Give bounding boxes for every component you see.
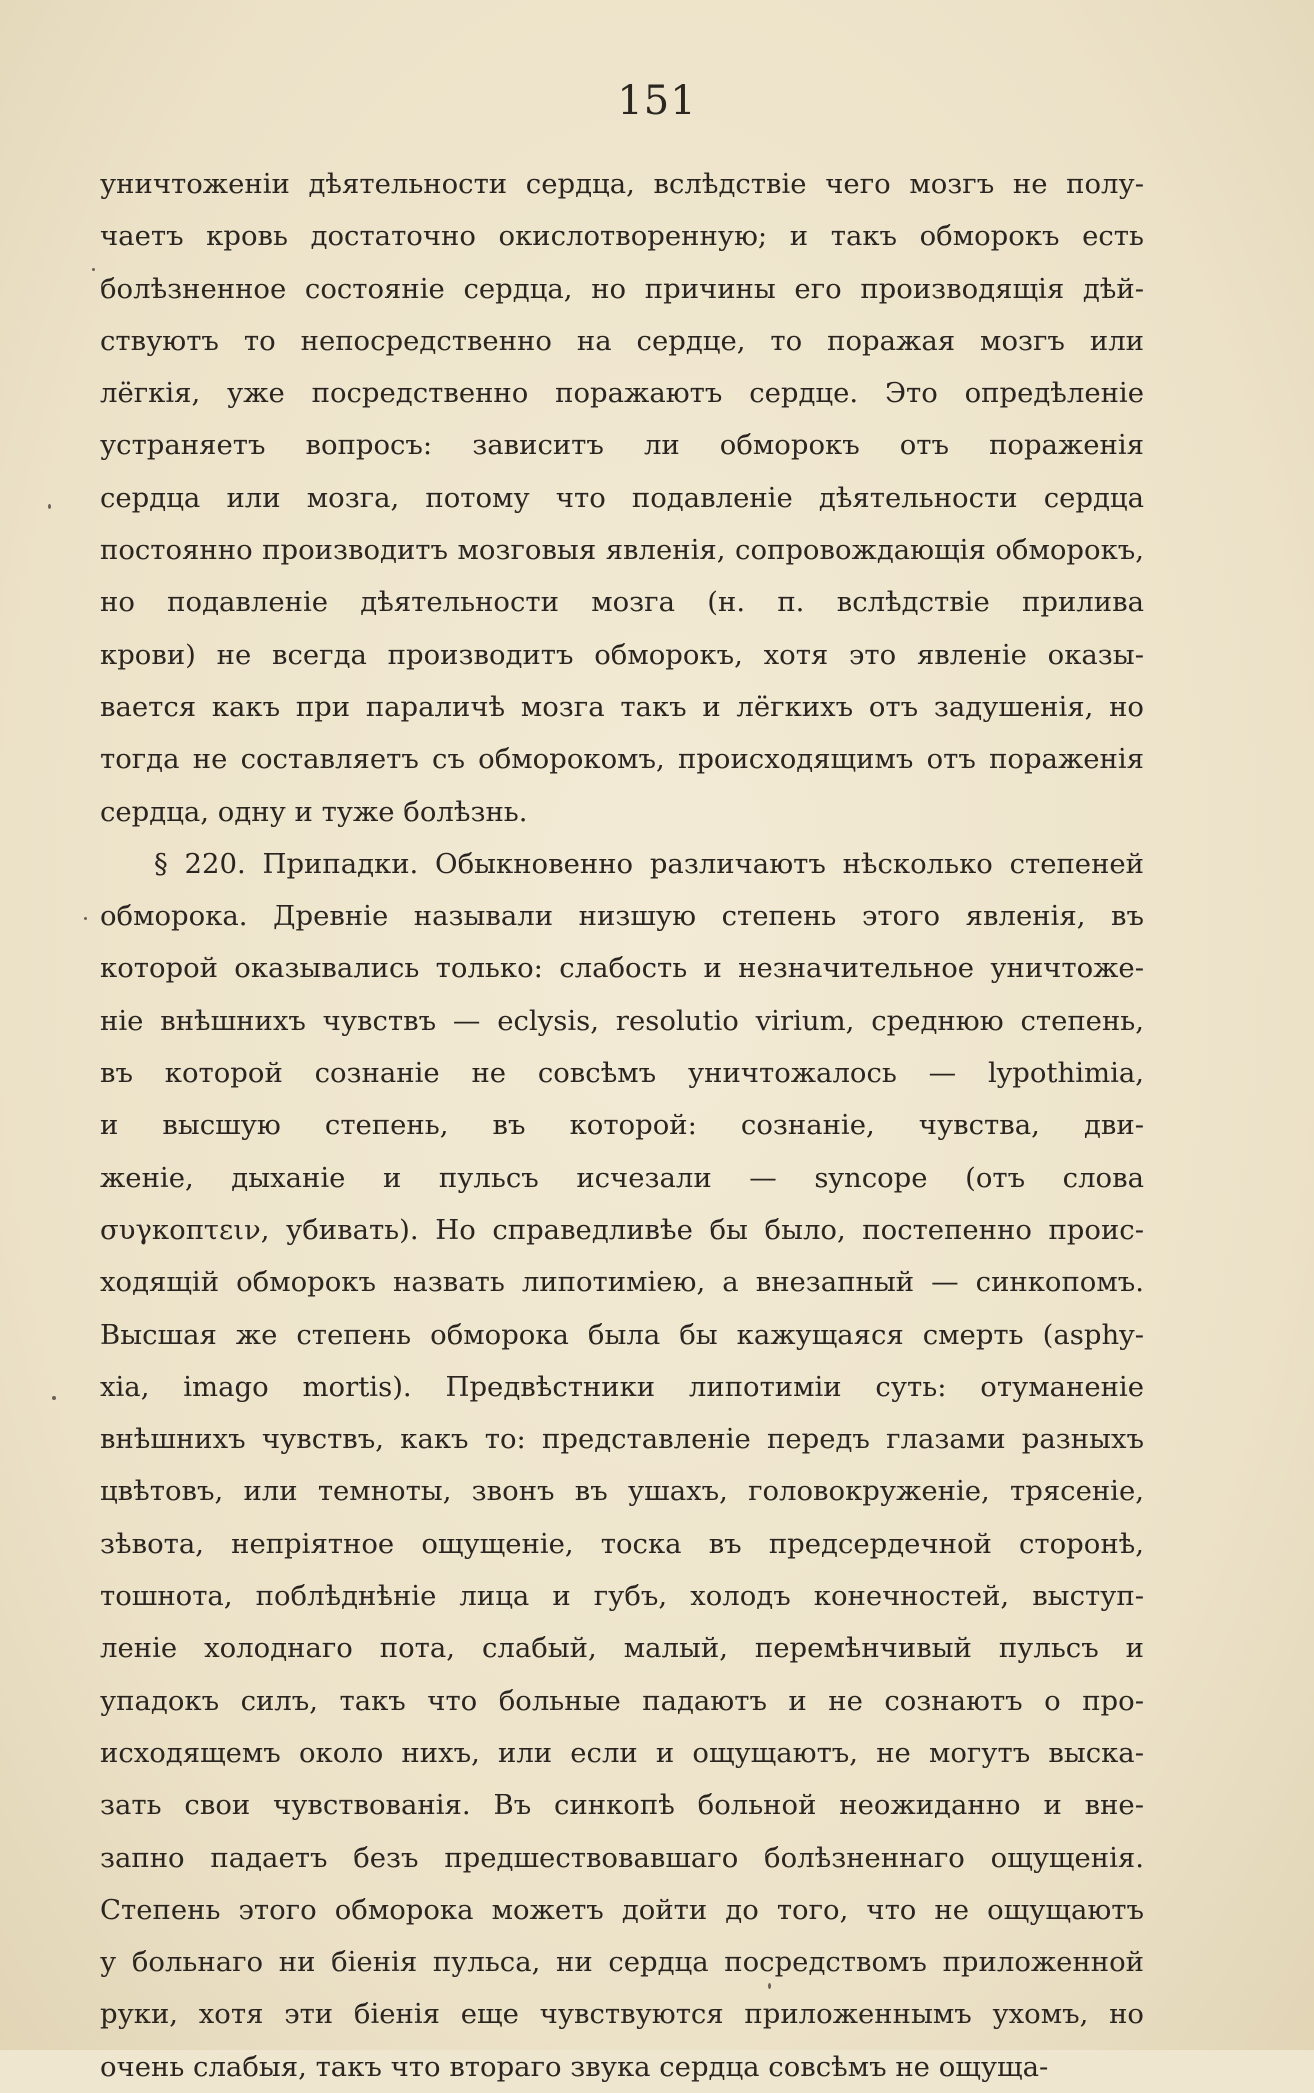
ink-speck <box>84 917 87 920</box>
ink-speck <box>48 504 51 509</box>
text-line: ствуютъ то непосредственно на сердце, то поражая мозгъ или <box>100 324 1144 357</box>
text-line: уничтоженіи дѣятельности сердца, вслѣдствіе чего мозгъ не полу- <box>100 168 1144 200</box>
text-line: упадокъ силъ, такъ что больные падаютъ и не сознаютъ о про- <box>100 1684 1144 1717</box>
text-line: сердца, одну и туже болѣзнь. <box>100 795 528 828</box>
text-line: внѣшнихъ чувствъ, какъ то: представленіе передъ глазами разныхъ <box>100 1423 1144 1456</box>
text-line: крови) не всегда производитъ обморокъ, хотя это явленіе оказы- <box>100 638 1144 671</box>
text-line: Степень этого обморока можетъ дойти до того, что не ощущаютъ <box>100 1893 1144 1926</box>
text-line: συγκοπτειν, убивать). Но справедливѣе бы было, постепенно проис- <box>100 1213 1144 1246</box>
text-line: исходящемъ около нихъ, или если и ощущаютъ, не могутъ выска- <box>100 1736 1144 1769</box>
text-line: болѣзненное состояніе сердца, но причины его производящія дѣй- <box>100 272 1144 305</box>
text-line: Высшая же степень обморока была бы кажущаяся смерть (asphy- <box>100 1318 1144 1351</box>
text-line: руки, хотя эти біенія еще чувствуются приложеннымъ ухомъ, но <box>100 1998 1144 2031</box>
text-line: запно падаетъ безъ предшествовавшаго болѣзненнаго ощущенія. <box>100 1841 1144 1874</box>
text-line: постоянно производитъ мозговыя явленія, сопровождающія обморокъ, <box>100 534 1144 567</box>
text-line: зѣвота, непріятное ощущеніе, тоска въ предсердечной сторонѣ, <box>100 1527 1144 1560</box>
text-line: ніе внѣшнихъ чувствъ — eclysis, resolutio virium, среднюю степень, <box>100 1004 1144 1037</box>
ink-speck <box>92 268 95 271</box>
text-line: тошнота, поблѣднѣніе лица и губъ, холодъ конечностей, выступ- <box>100 1580 1144 1613</box>
text-line: ходящій обморокъ назвать липотиміею, а внезапный — синкопомъ. <box>100 1266 1144 1299</box>
ink-speck <box>52 1396 56 1400</box>
text-line: у больнаго ни біенія пульса, ни сердца посредствомъ приложенной <box>100 1946 1144 1979</box>
text-line: xia, imago mortis). Предвѣстники липотиміи суть: отуманеніе <box>100 1370 1144 1403</box>
text-line: обморока. Древніе называли низшую степень этого явленія, въ <box>100 900 1144 933</box>
text-line: § 220. Припадки. Обыкновенно различаютъ нѣсколько степеней <box>154 847 1144 880</box>
text-line: чаетъ кровь достаточно окислотворенную; и такъ обморокъ есть <box>100 220 1144 253</box>
text-line: сердца или мозга, потому что подавленіе дѣятельности сердца <box>100 481 1144 514</box>
text-line: зать свои чувствованія. Въ синкопѣ больной неожиданно и вне- <box>100 1789 1144 1822</box>
text-line: вается какъ при параличѣ мозга такъ и лёгкихъ отъ задушенія, но <box>100 690 1144 723</box>
ink-speck <box>768 1983 771 1989</box>
text-line: цвѣтовъ, или темноты, звонъ въ ушахъ, головокруженіе, трясеніе, <box>100 1475 1144 1508</box>
text-line: въ которой сознаніе не совсѣмъ уничтожалось — lypothimia, <box>100 1057 1144 1090</box>
text-line: тогда не составляетъ съ обморокомъ, происходящимъ отъ пораженія <box>100 743 1144 776</box>
text-line: устраняетъ вопросъ: зависитъ ли обморокъ отъ пораженія <box>100 429 1144 462</box>
text-line: которой оказывались только: слабость и незначительное уничтоже- <box>100 952 1144 985</box>
text-line: женіе, дыханіе и пульсъ исчезали — syncope (отъ слова <box>100 1161 1144 1194</box>
text-line: очень слабыя, такъ что втораго звука сердца совсѣмъ не ощуща- <box>100 2050 1049 2083</box>
page-number: 151 <box>617 78 697 124</box>
text-line: но подавленіе дѣятельности мозга (н. п. вслѣдствіе прилива <box>100 586 1144 619</box>
text-line: и высшую степень, въ которой: сознаніе, чувства, дви- <box>100 1109 1144 1142</box>
body-text <box>100 158 1144 2093</box>
text-line: лёгкія, уже посредственно поражаютъ сердце. Это опредѣленіе <box>100 377 1144 410</box>
text-line: леніе холоднаго пота, слабый, малый, перемѣнчивый пульсъ и <box>100 1632 1144 1665</box>
